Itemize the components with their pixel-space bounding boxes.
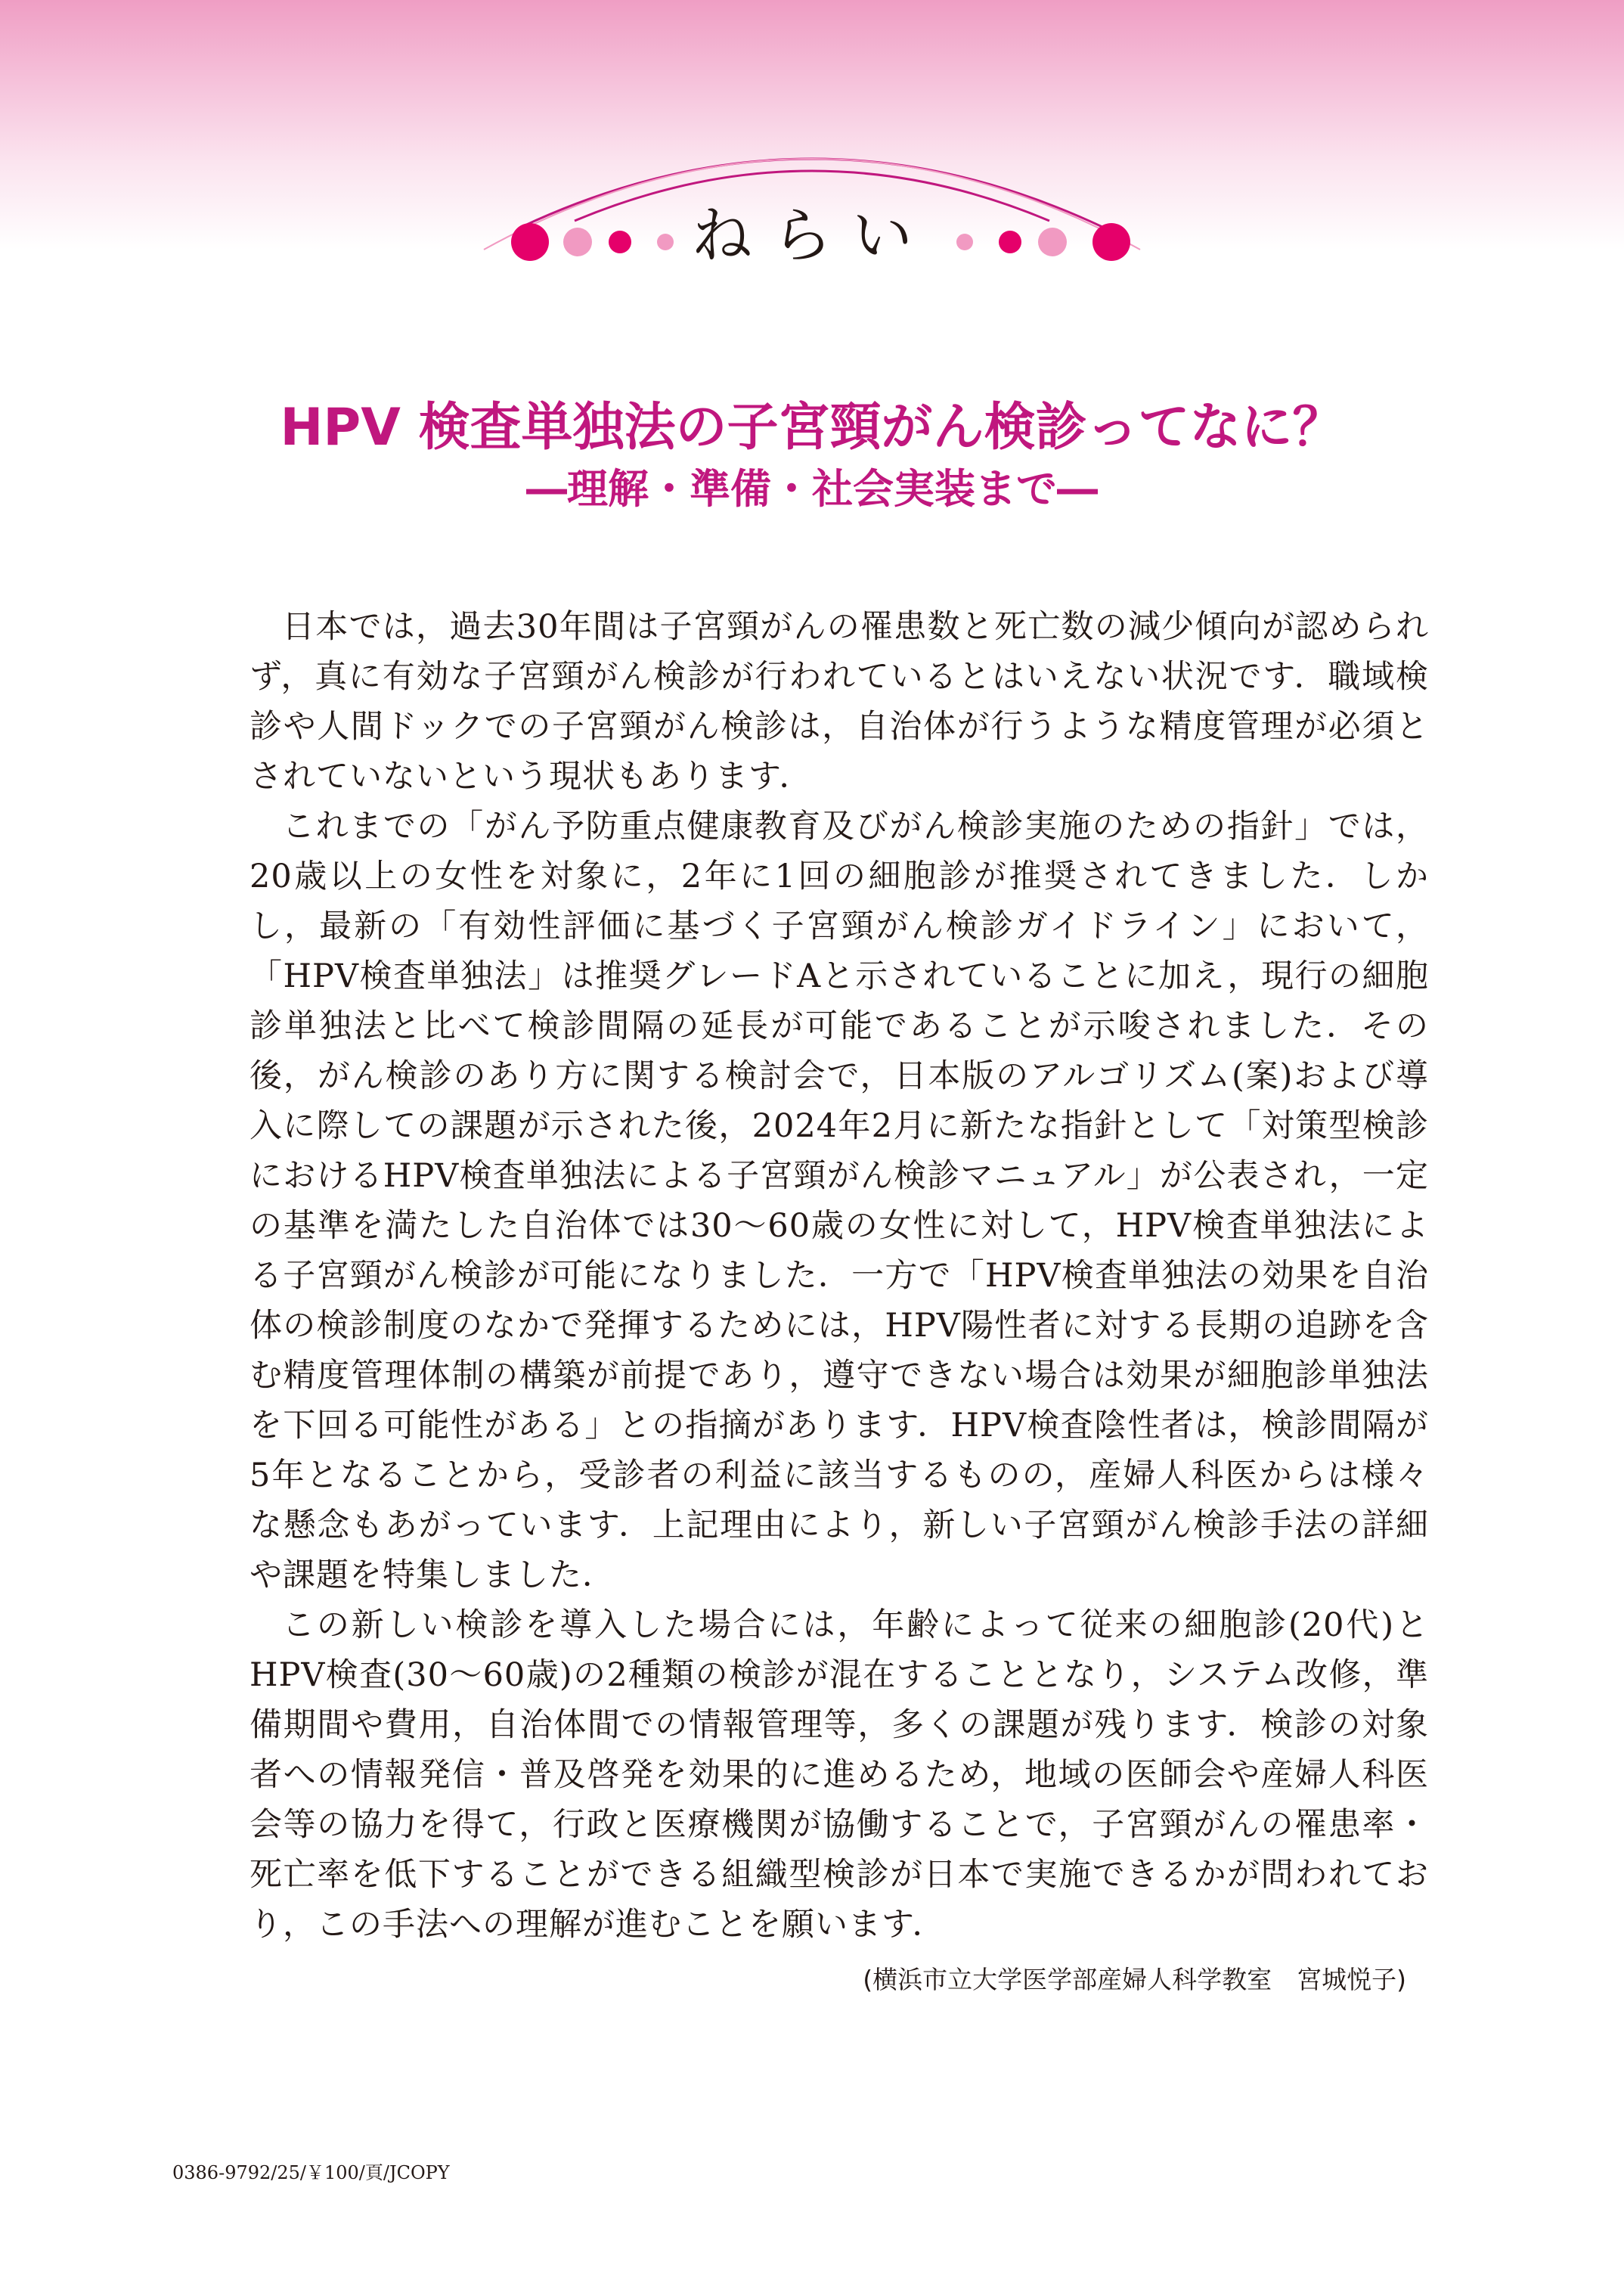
body-text: [249, 602, 1429, 1950]
dot-icon: [511, 223, 549, 261]
footer-code: 0386-9792/25/￥100/頁/JCOPY: [172, 2162, 450, 2183]
body-paragraph: これまでの「がん予防重点健康教育及びがん検診実施のための指針」では，20歳以上の女性を対象に，2年に1回の細胞診が推奨されてきました．しかし，最新の「有効性評価に基づく子宮頸がん検診ガイドライン」において，「HPV検査単独法」は推奨グレードAと示されていることに加え，現行の細胞診単独法と比べて検診間隔の延長が可能であることが示唆されました．その後，がん検診のあり方に関する検討会で，日本版のアルゴリズム(案)および導入に際しての課題が示された後，2024年2月に新たな指針として「対策型検診におけるHPV検査単独法による子宮頸がん検診マニュアル」が公表され，一定の基準を満たした自治体では30〜60歳の女性に対して，HPV検査単独法による子宮頸がん検診が可能になりました．一方で「HPV検査単独法の効果を自治体の検診制度のなかで発揮するためには，HPV陽性者に対する長期の追跡を含む精度管理体制の構築が前提であり，遵守できない場合は効果が細胞診単独法を下回る可能性がある」との指摘があります．HPV検査陰性者は，検診間隔が5年となることから，受診者の利益に該当するものの，産婦人科医からは様々な懸念もあがっています．上記理由により，新しい子宮頸がん検診手法の詳細や課題を特集しました．: [249, 808, 1429, 1594]
body-paragraph: この新しい検診を導入した場合には，年齢によって従来の細胞診(20代)とHPV検査(30〜60歳)の2種類の検診が混在することとなり，システム改修，準備期間や費用，自治体間での情報管理等，多くの課題が残ります．検診の対象者への情報発信・普及啓発を効果的に進めるため，地域の医師会や産婦人科医会等の協力を得て，行政と医療機関が協働することで，子宮頸がんの罹患率・死亡率を低下することができる組織型検診が日本で実施できるかが問われており，この手法への理解が進むことを願います．: [249, 1606, 1429, 1944]
dot-icon: [999, 231, 1021, 253]
page-subtitle: ―理解・準備・社会実装まで―: [526, 465, 1098, 513]
dot-icon: [609, 231, 631, 253]
section-heading: ねらい: [692, 200, 932, 271]
dot-icon: [1092, 223, 1130, 261]
dot-icon: [563, 228, 592, 256]
page-title: HPV 検査単独法の子宮頸がん検診ってなに？: [280, 398, 1344, 458]
right-dot-ornament: [956, 223, 1130, 261]
left-dot-ornament: [511, 223, 674, 261]
dot-icon: [1038, 228, 1067, 256]
body-paragraph: 日本では，過去30年間は子宮頸がんの罹患数と死亡数の減少傾向が認められず，真に有効な子宮頸がん検診が行われているとはいえない状況です．職域検診や人間ドックでの子宮頸がん検診は，自治体が行うような精度管理が必須とされていないという現状もあります．: [249, 608, 1429, 796]
author-credit: (横浜市立大学医学部産婦人科学教室 宮城悦子): [863, 1965, 1406, 1994]
